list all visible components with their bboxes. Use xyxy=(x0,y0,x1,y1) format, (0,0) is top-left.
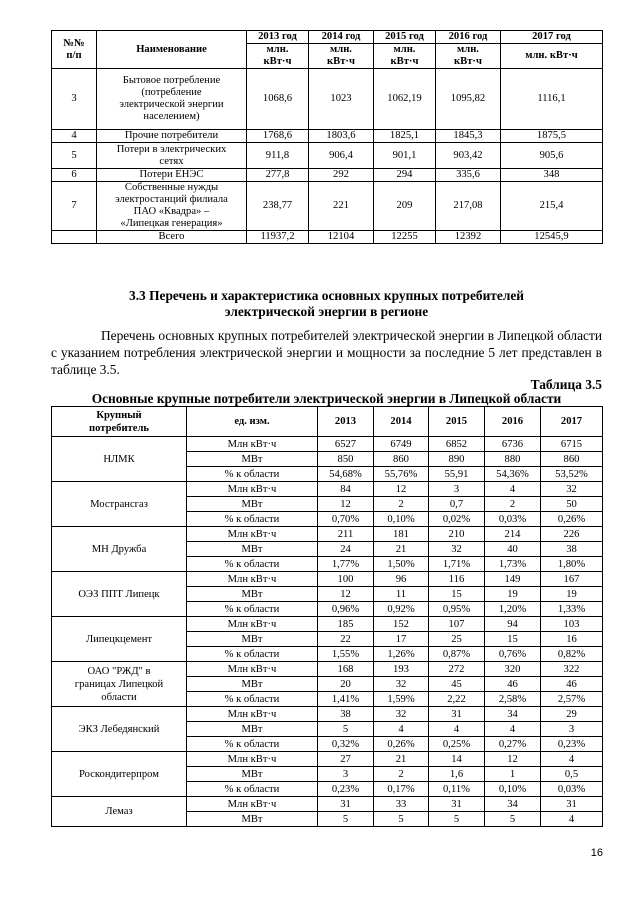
value-cell: 31 xyxy=(318,797,374,812)
col-header-year: 2015 xyxy=(429,407,485,437)
value-cell: 31 xyxy=(429,707,485,722)
value-cell: 322 xyxy=(541,662,603,677)
value-cell: 903,42 xyxy=(436,143,501,169)
value-cell: 185 xyxy=(318,617,374,632)
value-cell: 96 xyxy=(374,572,429,587)
table-row xyxy=(52,182,603,231)
value-cell: 0,96% xyxy=(318,602,374,617)
value-cell: 100 xyxy=(318,572,374,587)
value-cell: 54,36% xyxy=(485,467,541,482)
value-cell: 0,95% xyxy=(429,602,485,617)
value-cell: 94 xyxy=(485,617,541,632)
value-cell: 272 xyxy=(429,662,485,677)
unit-cell: % к области xyxy=(187,692,318,707)
value-cell: 1,50% xyxy=(374,557,429,572)
table-row xyxy=(52,617,603,632)
value-cell: 335,6 xyxy=(436,169,501,182)
value-cell: 38 xyxy=(318,707,374,722)
value-cell: 2,58% xyxy=(485,692,541,707)
col-header-year: 2016 xyxy=(485,407,541,437)
unit-cell: МВт xyxy=(187,722,318,737)
value-cell: 12255 xyxy=(374,231,436,244)
unit-cell: МВт xyxy=(187,677,318,692)
value-cell: 31 xyxy=(541,797,603,812)
value-cell: 54,68% xyxy=(318,467,374,482)
consumer-name: Мострансгаз xyxy=(52,482,187,527)
col-header-name: Наименование xyxy=(97,31,247,69)
value-cell: 3 xyxy=(429,482,485,497)
value-cell: 103 xyxy=(541,617,603,632)
value-cell: 209 xyxy=(374,182,436,231)
table-row xyxy=(52,527,603,542)
table-label: Таблица 3.5 xyxy=(530,377,602,392)
value-cell: 0,32% xyxy=(318,737,374,752)
electricity-balance-table xyxy=(51,30,603,244)
unit-cell: % к области xyxy=(187,602,318,617)
consumer-name: ЭКЗ Лебедянский xyxy=(52,707,187,752)
value-cell: 21 xyxy=(374,752,429,767)
value-cell: 6852 xyxy=(429,437,485,452)
unit-cell: МВт xyxy=(187,452,318,467)
value-cell: 5 xyxy=(374,812,429,827)
unit-cell: МВт xyxy=(187,632,318,647)
value-cell: 84 xyxy=(318,482,374,497)
value-cell: 0,5 xyxy=(541,767,603,782)
value-cell: 1062,19 xyxy=(374,69,436,130)
row-number: 3 xyxy=(52,69,97,130)
value-cell: 850 xyxy=(318,452,374,467)
value-cell: 4 xyxy=(429,722,485,737)
value-cell: 238,77 xyxy=(247,182,309,231)
consumer-name: МН Дружба xyxy=(52,527,187,572)
value-cell: 221 xyxy=(309,182,374,231)
col-header-year: 2016 год xyxy=(436,31,501,44)
value-cell: 294 xyxy=(374,169,436,182)
value-cell: 107 xyxy=(429,617,485,632)
value-cell: 34 xyxy=(485,707,541,722)
consumer-name: НЛМК xyxy=(52,437,187,482)
value-cell: 27 xyxy=(318,752,374,767)
value-cell: 19 xyxy=(485,587,541,602)
value-cell: 1,71% xyxy=(429,557,485,572)
table-row xyxy=(52,662,603,677)
unit-cell: Млн кВт·ч xyxy=(187,752,318,767)
value-cell: 890 xyxy=(429,452,485,467)
value-cell: 24 xyxy=(318,542,374,557)
row-name: Собственные нужды электростанций филиала ПАО «Квадра» – «Липецкая генерация» xyxy=(97,182,247,231)
row-name: Потери ЕНЭС xyxy=(97,169,247,182)
value-cell: 348 xyxy=(501,169,603,182)
table-row xyxy=(52,752,603,767)
unit-cell: МВт xyxy=(187,587,318,602)
value-cell: 1,77% xyxy=(318,557,374,572)
value-cell: 14 xyxy=(429,752,485,767)
value-cell: 4 xyxy=(485,722,541,737)
value-cell: 0,70% xyxy=(318,512,374,527)
value-cell: 16 xyxy=(541,632,603,647)
row-name: Бытовое потребление (потребление электрической энергии населением) xyxy=(97,69,247,130)
unit-cell: Млн кВт·ч xyxy=(187,617,318,632)
value-cell: 2 xyxy=(374,497,429,512)
value-cell: 0,03% xyxy=(485,512,541,527)
col-header-num: №№ п/п xyxy=(52,31,97,69)
value-cell: 116 xyxy=(429,572,485,587)
table-row xyxy=(52,169,603,182)
value-cell: 20 xyxy=(318,677,374,692)
table-row xyxy=(52,143,603,169)
row-number: 5 xyxy=(52,143,97,169)
col-header-unit: млн. кВт·ч xyxy=(374,44,436,69)
unit-cell: % к области xyxy=(187,557,318,572)
value-cell: 1,59% xyxy=(374,692,429,707)
value-cell: 32 xyxy=(541,482,603,497)
value-cell: 1116,1 xyxy=(501,69,603,130)
value-cell: 0,26% xyxy=(374,737,429,752)
value-cell: 1768,6 xyxy=(247,130,309,143)
table-row xyxy=(52,572,603,587)
value-cell: 1023 xyxy=(309,69,374,130)
consumer-name: Роскондитерпром xyxy=(52,752,187,797)
value-cell: 320 xyxy=(485,662,541,677)
col-header-consumer: Крупный потребитель xyxy=(52,407,187,437)
row-number: 4 xyxy=(52,130,97,143)
col-header-unit: млн. кВт·ч xyxy=(247,44,309,69)
value-cell: 5 xyxy=(429,812,485,827)
unit-cell: Млн кВт·ч xyxy=(187,662,318,677)
value-cell: 21 xyxy=(374,542,429,557)
value-cell: 46 xyxy=(485,677,541,692)
value-cell: 0,10% xyxy=(485,782,541,797)
value-cell: 2,57% xyxy=(541,692,603,707)
table-row xyxy=(52,130,603,143)
value-cell: 1,80% xyxy=(541,557,603,572)
col-header-year: 2013 xyxy=(318,407,374,437)
value-cell: 34 xyxy=(485,797,541,812)
value-cell: 11937,2 xyxy=(247,231,309,244)
value-cell: 3 xyxy=(541,722,603,737)
value-cell: 901,1 xyxy=(374,143,436,169)
value-cell: 277,8 xyxy=(247,169,309,182)
value-cell: 0,26% xyxy=(541,512,603,527)
table-row xyxy=(52,69,603,130)
value-cell: 0,27% xyxy=(485,737,541,752)
value-cell: 0,92% xyxy=(374,602,429,617)
value-cell: 0,25% xyxy=(429,737,485,752)
value-cell: 0,7 xyxy=(429,497,485,512)
value-cell: 25 xyxy=(429,632,485,647)
value-cell: 55,76% xyxy=(374,467,429,482)
value-cell: 32 xyxy=(429,542,485,557)
unit-cell: Млн кВт·ч xyxy=(187,707,318,722)
value-cell: 880 xyxy=(485,452,541,467)
col-header-year: 2014 xyxy=(374,407,429,437)
value-cell: 2,22 xyxy=(429,692,485,707)
value-cell: 5 xyxy=(318,812,374,827)
value-cell: 0,87% xyxy=(429,647,485,662)
row-name: Потери в электрических сетях xyxy=(97,143,247,169)
value-cell: 2 xyxy=(485,497,541,512)
value-cell: 11 xyxy=(374,587,429,602)
value-cell: 5 xyxy=(318,722,374,737)
value-cell: 6736 xyxy=(485,437,541,452)
unit-cell: % к области xyxy=(187,647,318,662)
value-cell: 2 xyxy=(374,767,429,782)
value-cell: 181 xyxy=(374,527,429,542)
value-cell: 0,10% xyxy=(374,512,429,527)
consumer-name: Липецкцемент xyxy=(52,617,187,662)
value-cell: 905,6 xyxy=(501,143,603,169)
table-row xyxy=(52,797,603,812)
value-cell: 0,17% xyxy=(374,782,429,797)
value-cell: 12 xyxy=(485,752,541,767)
col-header-unit: млн. кВт·ч xyxy=(501,44,603,69)
row-number: 7 xyxy=(52,182,97,231)
value-cell: 210 xyxy=(429,527,485,542)
unit-cell: Млн кВт·ч xyxy=(187,527,318,542)
value-cell: 911,8 xyxy=(247,143,309,169)
table-caption: Основные крупные потребители электрической энергии в Липецкой области xyxy=(91,391,562,406)
consumer-name: ОЭЗ ППТ Липецк xyxy=(52,572,187,617)
unit-cell: МВт xyxy=(187,812,318,827)
value-cell: 217,08 xyxy=(436,182,501,231)
value-cell: 29 xyxy=(541,707,603,722)
value-cell: 15 xyxy=(485,632,541,647)
col-header-unit: млн. кВт·ч xyxy=(436,44,501,69)
value-cell: 0,03% xyxy=(541,782,603,797)
value-cell: 12 xyxy=(318,587,374,602)
value-cell: 1,20% xyxy=(485,602,541,617)
table-row xyxy=(52,231,603,244)
value-cell: 12545,9 xyxy=(501,231,603,244)
section-paragraph: Перечень основных крупных потребителей электрической энергии в Липецкой области с указанием потребления электрической энергии и мощности за последние 5 лет представлен в таблице 3.5. xyxy=(51,328,602,377)
unit-cell: % к области xyxy=(187,737,318,752)
value-cell: 4 xyxy=(541,752,603,767)
value-cell: 32 xyxy=(374,707,429,722)
value-cell: 12392 xyxy=(436,231,501,244)
unit-cell: Млн кВт·ч xyxy=(187,482,318,497)
table-row xyxy=(52,437,603,452)
value-cell: 214 xyxy=(485,527,541,542)
value-cell: 4 xyxy=(485,482,541,497)
unit-cell: % к области xyxy=(187,467,318,482)
col-header-year: 2013 год xyxy=(247,31,309,44)
value-cell: 40 xyxy=(485,542,541,557)
value-cell: 4 xyxy=(374,722,429,737)
row-number: 6 xyxy=(52,169,97,182)
table-row xyxy=(52,482,603,497)
value-cell: 860 xyxy=(541,452,603,467)
unit-cell: МВт xyxy=(187,767,318,782)
value-cell: 226 xyxy=(541,527,603,542)
value-cell: 1,73% xyxy=(485,557,541,572)
value-cell: 0,23% xyxy=(318,782,374,797)
value-cell: 12104 xyxy=(309,231,374,244)
value-cell: 3 xyxy=(318,767,374,782)
consumer-name: ОАО "РЖД" в границах Липецкой области xyxy=(52,662,187,707)
value-cell: 6749 xyxy=(374,437,429,452)
value-cell: 5 xyxy=(485,812,541,827)
value-cell: 1,6 xyxy=(429,767,485,782)
value-cell: 1,55% xyxy=(318,647,374,662)
value-cell: 1,33% xyxy=(541,602,603,617)
value-cell: 149 xyxy=(485,572,541,587)
value-cell: 55,91 xyxy=(429,467,485,482)
value-cell: 32 xyxy=(374,677,429,692)
value-cell: 12 xyxy=(374,482,429,497)
unit-cell: МВт xyxy=(187,542,318,557)
row-name: Прочие потребители xyxy=(97,130,247,143)
value-cell: 53,52% xyxy=(541,467,603,482)
value-cell: 1875,5 xyxy=(501,130,603,143)
value-cell: 22 xyxy=(318,632,374,647)
unit-cell: Млн кВт·ч xyxy=(187,572,318,587)
value-cell: 50 xyxy=(541,497,603,512)
value-cell: 193 xyxy=(374,662,429,677)
section-title: 3.3 Перечень и характеристика основных крупных потребителей xyxy=(129,288,524,303)
section-title-continued: электрической энергии в регионе xyxy=(224,304,429,319)
value-cell: 6715 xyxy=(541,437,603,452)
major-consumers-table xyxy=(51,406,603,827)
value-cell: 33 xyxy=(374,797,429,812)
value-cell: 12 xyxy=(318,497,374,512)
col-header-year: 2017 год xyxy=(501,31,603,44)
value-cell: 1,41% xyxy=(318,692,374,707)
value-cell: 167 xyxy=(541,572,603,587)
unit-cell: % к области xyxy=(187,512,318,527)
value-cell: 215,4 xyxy=(501,182,603,231)
value-cell: 1845,3 xyxy=(436,130,501,143)
value-cell: 45 xyxy=(429,677,485,692)
table-row xyxy=(52,707,603,722)
page-number: 16 xyxy=(590,847,603,859)
unit-cell: % к области xyxy=(187,782,318,797)
value-cell: 1 xyxy=(485,767,541,782)
value-cell: 19 xyxy=(541,587,603,602)
value-cell: 0,82% xyxy=(541,647,603,662)
value-cell: 1095,82 xyxy=(436,69,501,130)
value-cell: 0,11% xyxy=(429,782,485,797)
row-number xyxy=(52,231,97,244)
value-cell: 46 xyxy=(541,677,603,692)
value-cell: 211 xyxy=(318,527,374,542)
consumer-name: Лемаз xyxy=(52,797,187,827)
value-cell: 17 xyxy=(374,632,429,647)
value-cell: 38 xyxy=(541,542,603,557)
value-cell: 0,23% xyxy=(541,737,603,752)
value-cell: 4 xyxy=(541,812,603,827)
value-cell: 152 xyxy=(374,617,429,632)
col-header-unit: млн. кВт·ч xyxy=(309,44,374,69)
value-cell: 1803,6 xyxy=(309,130,374,143)
value-cell: 1068,6 xyxy=(247,69,309,130)
value-cell: 906,4 xyxy=(309,143,374,169)
value-cell: 860 xyxy=(374,452,429,467)
col-header-year: 2017 xyxy=(541,407,603,437)
unit-cell: Млн кВт·ч xyxy=(187,797,318,812)
value-cell: 0,76% xyxy=(485,647,541,662)
value-cell: 0,02% xyxy=(429,512,485,527)
value-cell: 292 xyxy=(309,169,374,182)
unit-cell: Млн кВт·ч xyxy=(187,437,318,452)
value-cell: 31 xyxy=(429,797,485,812)
col-header-year: 2015 год xyxy=(374,31,436,44)
value-cell: 1,26% xyxy=(374,647,429,662)
value-cell: 1825,1 xyxy=(374,130,436,143)
value-cell: 6527 xyxy=(318,437,374,452)
unit-cell: МВт xyxy=(187,497,318,512)
value-cell: 168 xyxy=(318,662,374,677)
col-header-year: 2014 год xyxy=(309,31,374,44)
value-cell: 15 xyxy=(429,587,485,602)
row-name: Всего xyxy=(97,231,247,244)
col-header-unit: ед. изм. xyxy=(187,407,318,437)
